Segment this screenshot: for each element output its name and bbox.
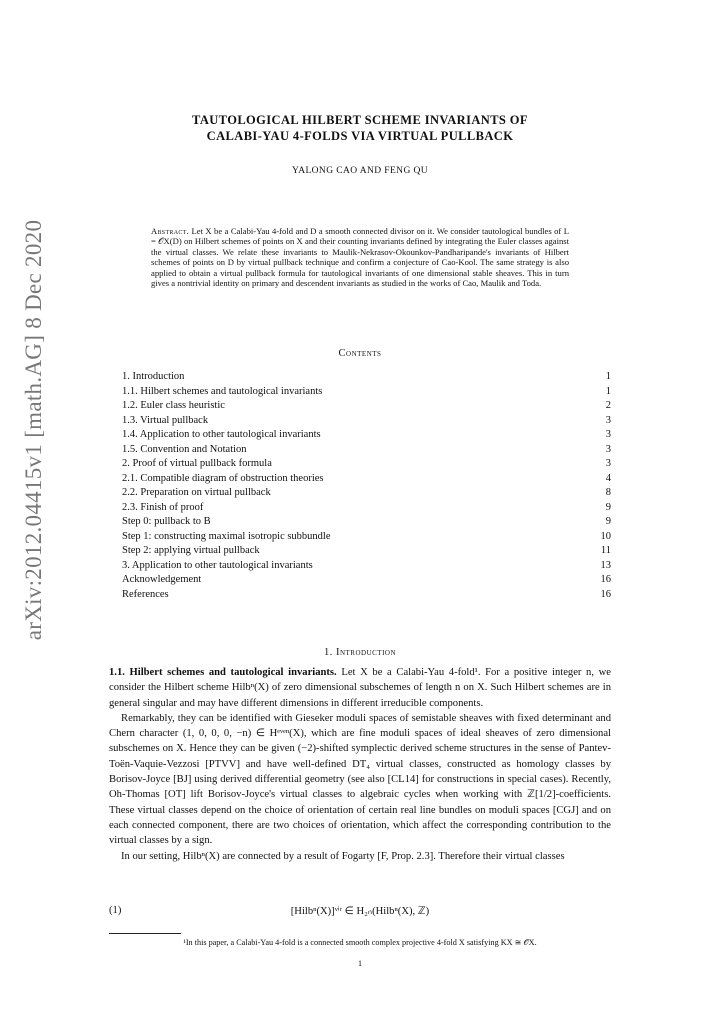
toc-page: 3 bbox=[605, 443, 611, 455]
paper-title bbox=[110, 112, 610, 144]
arxiv-stamp bbox=[14, 150, 54, 710]
toc-label: 1.2. Euler class heuristic bbox=[122, 400, 225, 411]
toc-entry[interactable] bbox=[122, 486, 611, 501]
toc-label: 1.5. Convention and Notation bbox=[122, 443, 247, 455]
toc-entry[interactable] bbox=[122, 530, 611, 545]
toc-label: 1.3. Virtual pullback bbox=[122, 414, 209, 426]
subsection-number: 1.1. bbox=[109, 667, 125, 678]
toc-entry[interactable] bbox=[122, 385, 611, 400]
toc-label: 1.1. Hilbert schemes and tautological invariants bbox=[122, 385, 323, 397]
authors: YALONG CAO AND FENG QU bbox=[292, 166, 428, 176]
toc-entry[interactable] bbox=[122, 457, 611, 472]
toc-label: 1.4. Application to other tautological invariants bbox=[122, 429, 321, 440]
toc-page: 10 bbox=[600, 530, 611, 542]
title-line-1: TAUTOLOGICAL HILBERT SCHEME INVARIANTS OF bbox=[192, 113, 528, 127]
toc-entry[interactable] bbox=[122, 501, 611, 516]
toc-label: 1. Introduction bbox=[122, 371, 185, 382]
contents-title: Contents bbox=[338, 348, 382, 359]
toc-page: 16 bbox=[600, 574, 611, 585]
toc-page: 3 bbox=[605, 458, 611, 469]
equation-body: [Hilbⁿ(X)]ᵛⁱʳ ∈ H₂ₙ(Hilbⁿ(X), ℤ) bbox=[290, 906, 430, 917]
toc-entry[interactable] bbox=[122, 428, 611, 443]
paragraph-1 bbox=[109, 665, 611, 711]
toc-entry[interactable] bbox=[122, 414, 611, 429]
page-number: 1 bbox=[357, 958, 363, 968]
toc-page: 11 bbox=[600, 545, 611, 556]
toc-page: 2 bbox=[605, 400, 611, 411]
toc-entry[interactable] bbox=[122, 559, 611, 574]
footnote-rule bbox=[109, 933, 181, 934]
toc-label: Step 1: constructing maximal isotropic subbundle bbox=[122, 530, 331, 542]
toc-page: 3 bbox=[605, 414, 611, 426]
equation-number: (1) bbox=[109, 905, 122, 916]
abstract-text: Let X be a Calabi-Yau 4-fold and D a smooth connected divisor on it. We consider tautological bundles of L = 𝒪X(D) on Hilbert schemes of points on X and their counting invariants defined by integrating the Euler classes against the virtual classes. We relate these invariants to Maulik-Nekrasov-Okounkov-Pandharipande's invariants of Hilbert schemes of points on D by virtual pullback technique and confirm a conjecture of Cao-Kool. The same strategy is also applied to obtain a virtual pullback formula for tautological invariants of one dimensional stable sheaves. This in turn gives a nontrivial identity on primary and descendent invariants as studied in the works of Cao, Maulik and Toda. bbox=[151, 226, 569, 289]
toc-page: 13 bbox=[600, 559, 611, 571]
toc-label: References bbox=[122, 588, 169, 600]
toc-entry[interactable] bbox=[122, 573, 611, 588]
paragraph-3: In our setting, Hilbⁿ(X) are connected by a result of Fogarty [F, Prop. 2.3]. Therefore their virtual classes bbox=[121, 850, 565, 862]
toc-entry[interactable] bbox=[122, 588, 611, 603]
toc-label: 2. Proof of virtual pullback formula bbox=[122, 458, 272, 469]
toc-label: Step 0: pullback to B bbox=[122, 516, 211, 527]
toc-label: 2.1. Compatible diagram of obstruction theories bbox=[122, 472, 324, 484]
toc-page: 8 bbox=[605, 487, 611, 498]
body-text bbox=[109, 665, 611, 864]
arxiv-stamp-text: arXiv:2012.04415v1 [math.AG] 8 Dec 2020 bbox=[21, 219, 46, 641]
footnote: ¹In this paper, a Calabi-Yau 4-fold is a connected smooth complex projective 4-fold X satisfying KX ≅ 𝒪X. bbox=[183, 938, 537, 947]
abstract bbox=[151, 226, 569, 288]
subsection-title: Hilbert schemes and tautological invariants. bbox=[129, 667, 337, 678]
toc-entry[interactable] bbox=[122, 399, 611, 414]
toc-label: 2.2. Preparation on virtual pullback bbox=[122, 487, 271, 498]
table-of-contents bbox=[122, 370, 611, 602]
paragraph-2: Remarkably, they can be identified with Gieseker moduli spaces of semistable sheaves with fixed determinant and Chern character (1, 0, 0, 0, −n) ∈ Hᵉᵛᵉⁿ(X), which are fine moduli spaces of ideal sheaves of zero dimensional subschemes on X. Hence they can be given (−2)-shifted symplectic derived scheme structures in the sense of Pantev-Toën-Vaquie-Vezzosi [PTVV] and have well-defined DT₄ virtual classes, constructed as homology classes by Borisov-Joyce [BJ] using derived differential geometry (see also [CL14] for constructions in special cases). Recently, Oh-Thomas [OT] lift Borisov-Joyce's virtual classes to algebraic cycles when working with ℤ[1/2]-coefficients. These virtual classes depend on the choice of orientation of certain real line bundles on moduli spaces [CGJ] and on each connected component, there are two choices of orientation, which affect the corresponding contribution to the virtual classes by a sign. bbox=[109, 712, 611, 847]
toc-entry[interactable] bbox=[122, 370, 611, 385]
toc-page: 3 bbox=[605, 429, 611, 440]
toc-label: Step 2: applying virtual pullback bbox=[122, 545, 260, 556]
toc-page: 16 bbox=[600, 588, 611, 600]
toc-page: 1 bbox=[605, 385, 611, 397]
abstract-label: Abstract. bbox=[151, 226, 190, 236]
toc-page: 9 bbox=[605, 501, 611, 513]
toc-entry[interactable] bbox=[122, 472, 611, 487]
toc-label: 3. Application to other tautological invariants bbox=[122, 559, 313, 571]
toc-entry[interactable] bbox=[122, 515, 611, 530]
toc-entry[interactable] bbox=[122, 443, 611, 458]
toc-entry[interactable] bbox=[122, 544, 611, 559]
toc-page: 4 bbox=[605, 472, 611, 484]
subsection-text: Let X be a Calabi-Yau 4-fold¹. For a positive integer n, we consider the Hilbert scheme Hilbⁿ(X) of zero dimensional subschemes of length n on X. Such Hilbert schemes are in general singular and may have different dimensions in different irreducible components. bbox=[109, 667, 611, 709]
toc-page: 9 bbox=[605, 516, 611, 527]
equation-1 bbox=[109, 905, 611, 921]
toc-label: 2.3. Finish of proof bbox=[122, 501, 204, 513]
toc-label: Acknowledgement bbox=[122, 574, 202, 585]
toc-page: 1 bbox=[605, 371, 611, 382]
section-heading: 1. Introduction bbox=[323, 647, 397, 658]
title-line-2: CALABI-YAU 4-FOLDS VIA VIRTUAL PULLBACK bbox=[206, 129, 514, 143]
